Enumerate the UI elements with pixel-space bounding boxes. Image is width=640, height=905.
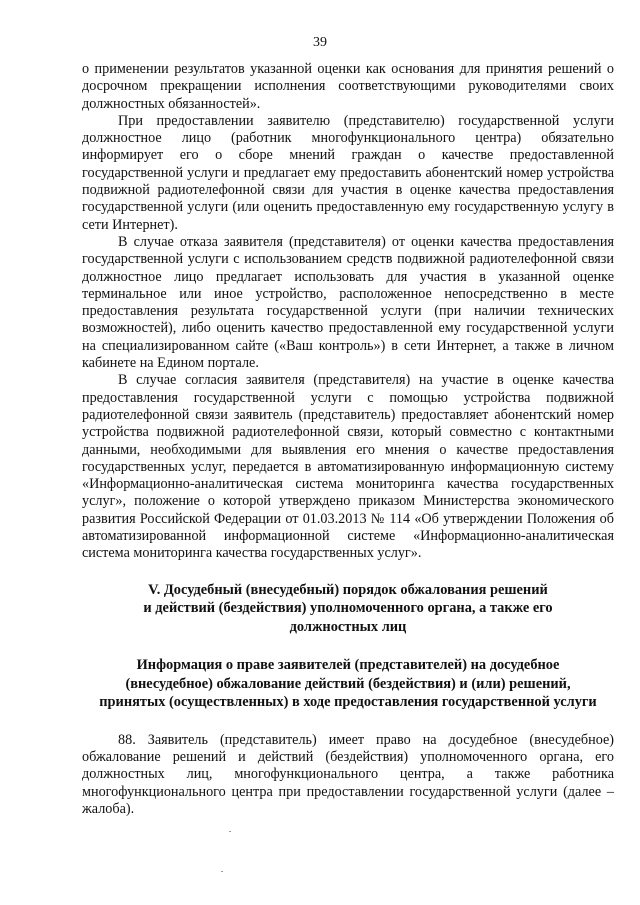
section-v-heading bbox=[82, 581, 614, 637]
section-heading-line: и действий (бездействия) уполномоченного органа, а также его bbox=[143, 600, 553, 617]
paragraph-feedback-info: При предоставлении заявителю (представителю) государственной услуги должностное лицо (работник многофункционального центра) обязательно информирует его о сборе мнений граждан о качестве предоставленной государственной услуги и предлагает ему предоставить абонентский номер устройства подвижной радиотелефонной связи для участия в оценке качества предоставления государственной услуги (или оценить предоставленную ему государственную услугу в сети Интернет). bbox=[82, 112, 614, 233]
scan-speck bbox=[221, 871, 223, 872]
page-number: 39 bbox=[313, 35, 327, 50]
scan-speck bbox=[229, 831, 231, 832]
paragraph-consent-case: В случае согласия заявителя (представителя) на участие в оценке качества предоставления государственной услуги с помощью устройства подвижной радиотелефонной связи заявитель (представитель) предоставляет абонентский номер устройства подвижной радиотелефонной связи, который совместно с контактными данными, необходимыми для выявления его мнения о качестве предоставления государственных услуг, передается в автоматизированную информационную систему «Информационно-аналитическая система мониторинга качества государственных услуг», положение о которой утверждено приказом Министерства экономического развития Российской Федерации от 01.03.2013 № 114 «Об утверждении Положения об автоматизированной информационной системе «Информационно-аналитическая система мониторинга качества государственных услуг». bbox=[82, 372, 614, 562]
paragraph-continuation: о применении результатов указанной оценки как основания для принятия решений о досрочном прекращении исполнения соответствующими руководителями своих должностных обязанностей». bbox=[82, 61, 614, 112]
paragraph-88: 88. Заявитель (представитель) имеет право на досудебное (внесудебное) обжалование решений и действий (бездействия) уполномоченного органа, его должностных лиц, многофункционального центра, а также работника многофункционального центра при предоставлении государственной услуги (далее – жалоба). bbox=[82, 731, 614, 817]
subsection-heading bbox=[82, 656, 614, 712]
section-heading-line: должностных лиц bbox=[289, 618, 407, 635]
subsection-heading-line: (внесудебное) обжалование действий (бездействия) и (или) решений, bbox=[125, 675, 571, 692]
subsection-heading-line: Информация о праве заявителей (представителей) на досудебное bbox=[136, 657, 560, 674]
document-body bbox=[82, 61, 614, 818]
paragraph-refusal-case: В случае отказа заявителя (представителя) от оценки качества предоставления государственной услуги с использованием средств подвижной радиотелефонной связи должностное лицо предлагает использовать для участия в указанной оценке терминальное или иное устройство, расположенное непосредственно в месте предоставления результата государственной услуги (при наличии технических возможностей), либо оценить качество предоставленной ему государственной услуги на специализированном сайте («Ваш контроль») в сети Интернет, а также в личном кабинете на Едином портале. bbox=[82, 233, 614, 372]
section-heading-line: V. Досудебный (внесудебный) порядок обжалования решений bbox=[148, 581, 548, 598]
subsection-heading-line: принятых (осуществленных) в ходе предоставления государственной услуги bbox=[99, 694, 597, 711]
